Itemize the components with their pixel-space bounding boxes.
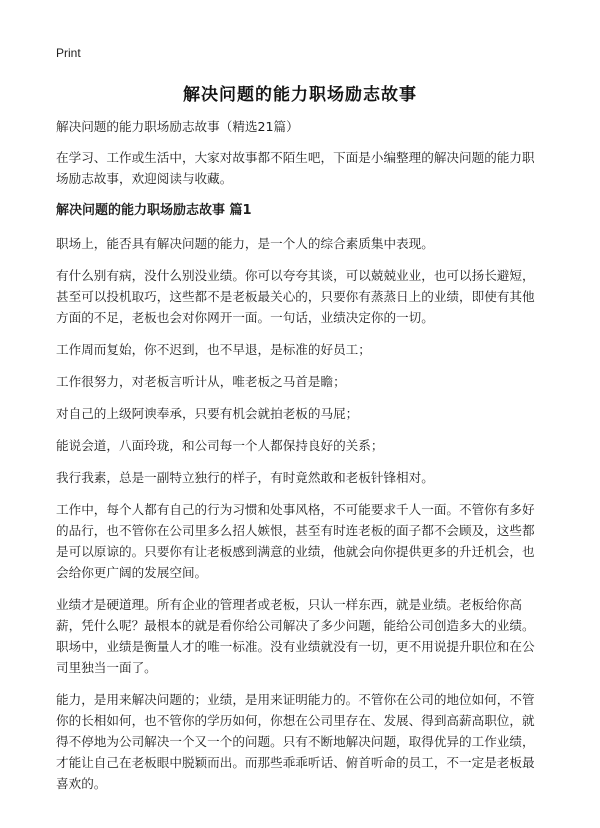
paragraph: 能力，是用来解决问题的；业绩，是用来证明能力的。不管你在公司的地位如何，不管你的长相如何，也不管你的学历如何，你想在公司里存在、发展、得到高薪高职位，就得不停地为公司解决一个又一个的问题。只有不断地解决问题，取得优异的工作业绩，才能让自己在老板眼中脱颖而出。而那些乖乖听话、俯首听命的员工，不一定是老板最喜欢的。 [56, 692, 535, 791]
section-heading: 解决问题的能力职场励志故事 篇1 [56, 203, 252, 218]
paragraph: 工作周而复始，你不迟到，也不早退，是标准的好员工； [56, 342, 371, 357]
paragraph: 工作很努力，对老板言听计从，唯老板之马首是瞻； [56, 374, 346, 389]
paragraph: 能说会道，八面玲珑，和公司每一个人都保持良好的关系； [56, 438, 384, 453]
article-subtitle: 解决问题的能力职场励志故事（精选21篇） [56, 119, 299, 134]
article-body [56, 116, 546, 805]
paragraph: 工作中，每个人都有自己的行为习惯和处事风格，不可能要求千人一面。不管你有多好的品行，也不管你在公司里多么招人嫉恨，甚至有时连老板的面子都不会顾及，这些都是可以原谅的。只要你有让老板感到满意的业绩，他就会向你提供更多的升迁机会，也会给你更广阔的发展空间。 [56, 502, 535, 580]
print-link[interactable]: Print [56, 46, 81, 60]
paragraph: 职场上，能否具有解决问题的能力，是一个人的综合素质集中表现。 [56, 236, 434, 251]
paragraph: 对自己的上级阿谀奉承，只要有机会就拍老板的马屁； [56, 406, 359, 421]
page-title: 解决问题的能力职场励志故事 [183, 85, 417, 105]
paragraph: 我行我素，总是一副特立独行的样子，有时竟然敢和老板针锋相对。 [56, 470, 434, 485]
paragraph: 业绩才是硬道理。所有企业的管理者或老板，只认一样东西，就是业绩。老板给你高薪，凭什么呢？最根本的就是看你给公司解决了多少问题，能给公司创造多大的业绩。职场中，业绩是衡量人才的唯一标准。没有业绩就没有一切，更不用说提升职位和在公司里独当一面了。 [56, 597, 535, 675]
intro-paragraph: 在学习、工作或生活中，大家对故事都不陌生吧，下面是小编整理的解决问题的能力职场励志故事，欢迎阅读与收藏。 [56, 150, 535, 186]
paragraph: 有什么别有病，没什么别没业绩。你可以夸夸其谈，可以兢兢业业，也可以扬长避短，甚至可以投机取巧，这些都不是老板最关心的，只要你有蒸蒸日上的业绩，即使有其他方面的不足，老板也会对你网开一面。一句话，业绩决定你的一切。 [56, 268, 535, 325]
